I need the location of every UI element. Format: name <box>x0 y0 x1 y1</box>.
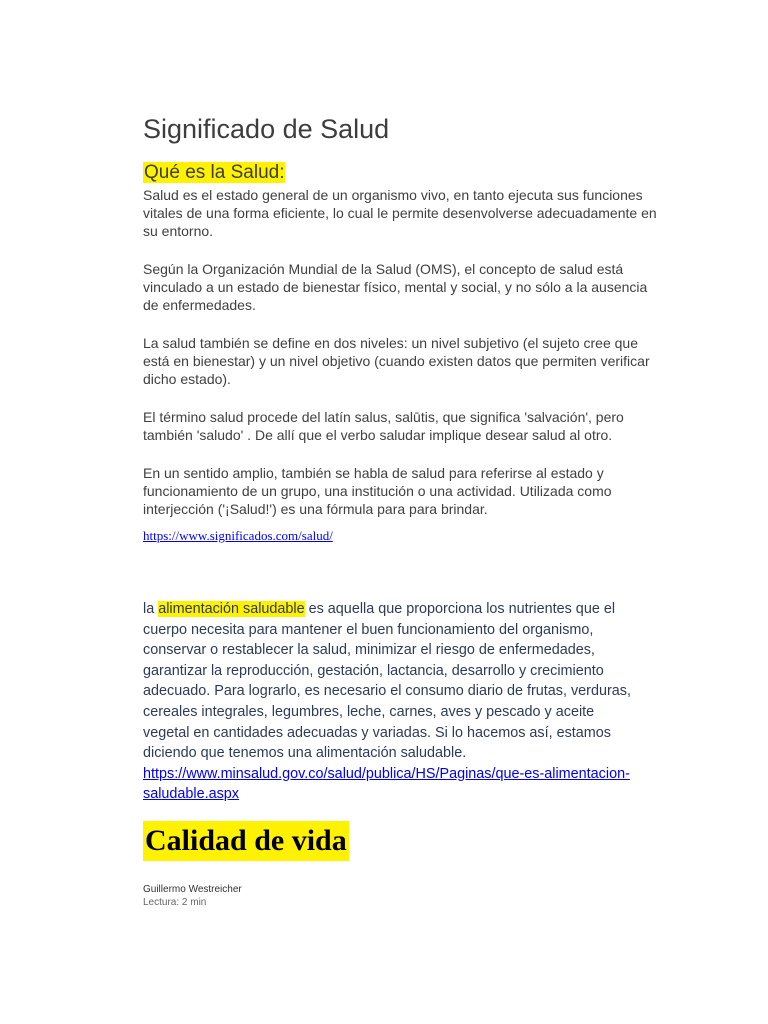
paragraph-oms: Según la Organización Mundial de la Salud (OMS), el concepto de salud está vinculado a un estado de bienestar físico, mental y social, y no sólo a la ausencia de enfermedades. <box>143 261 648 313</box>
calidad-heading: Calidad de vida <box>143 821 349 861</box>
subtitle-highlight: Qué es la Salud: <box>144 162 285 183</box>
paragraph-alimentacion <box>143 599 643 805</box>
page-title: Significado de Salud <box>143 114 390 144</box>
author-name: Guillermo Westreicher <box>143 883 242 895</box>
alimentacion-body: es aquella que proporciona los nutrientes que el cuerpo necesita para mantener el buen funcionamiento del organismo, conservar o restablecer la salud, minimizar el riesgo de enfermedades, garantizar la reproducción, gestación, lactancia, desarrollo y crecimiento adecuado. Para lograrlo, es necesario el consumo diario de frutas, verduras, cereales integrales, legumbres, leche, carnes, aves y pescado y aceite vegetal en cantidades adecuadas y variadas. Si lo hacemos así, estamos diciendo que tenemos una alimentación saludable. <box>143 601 631 762</box>
section-subtitle <box>143 162 663 184</box>
paragraph-niveles: La salud también se define en dos niveles: un nivel subjetivo (el sujeto cree que está en bienestar) y un nivel objetivo (cuando existen datos que permiten verificar dicho estado). <box>143 335 650 387</box>
minsalud-link[interactable]: https://www.minsalud.gov.co/salud/publica/HS/Paginas/que-es-alimentacion-saludable.aspx <box>143 765 630 803</box>
paragraph-sentido-amplio: En un sentido amplio, también se habla de salud para referirse al estado y funcionamiento de un grupo, una institución o una actividad. Utilizada como interjección ('¡Salud!') es una fórmula para para brindar. <box>143 465 612 517</box>
significados-link[interactable]: https://www.significados.com/salud/ <box>143 528 333 543</box>
document-content <box>143 112 663 909</box>
alimentacion-highlight: alimentación saludable <box>158 601 305 617</box>
reading-time: Lectura: 2 min <box>143 896 207 908</box>
paragraph-definition: Salud es el estado general de un organismo vivo, en tanto ejecuta sus funciones vitales de una forma eficiente, lo cual le permite desenvolverse adecuadamente en su entorno. <box>143 187 657 239</box>
alimentacion-prefix: la <box>143 601 159 617</box>
paragraph-etimologia: El término salud procede del latín salus, salūtis, que significa 'salvación', pero también 'saludo' . De allí que el verbo saludar implique desear salud al otro. <box>143 409 624 443</box>
